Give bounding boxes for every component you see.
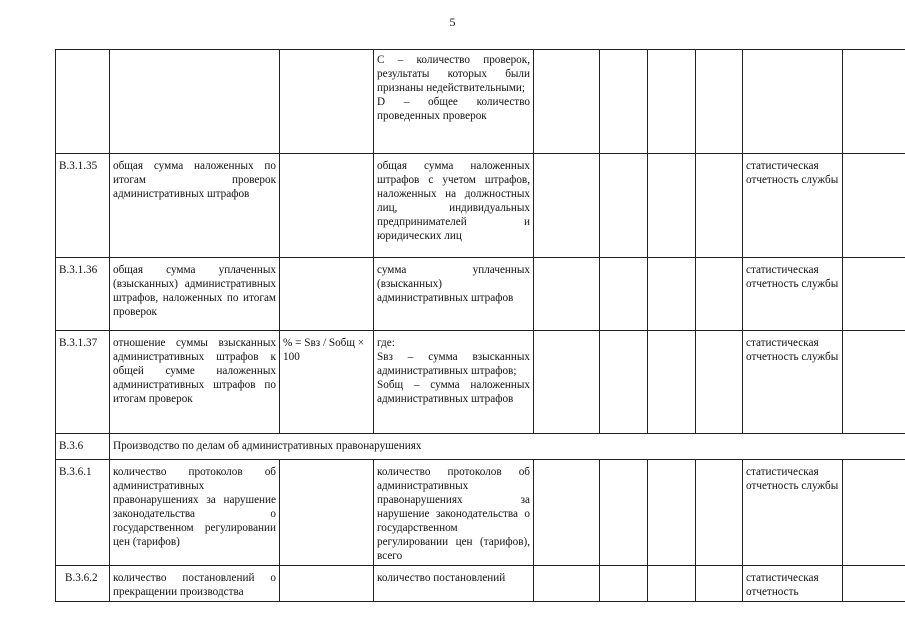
table-row <box>56 258 905 331</box>
table-row <box>56 566 905 602</box>
description-cell: сумма уплаченных (взысканных) административных штрафов <box>374 258 534 331</box>
description-cell: C – количество проверок, результаты которых были признаны недействительными; D – общее количество проведенных проверок <box>374 50 534 154</box>
empty-cell <box>534 460 600 566</box>
name-cell: отношение суммы взысканных административных штрафов к общей сумме наложенных административных штрафов по итогам проверок <box>110 331 280 434</box>
empty-cell <box>696 460 743 566</box>
name-cell: количество протоколов об административных правонарушениях за нарушение законодательства о государственном регулировании цен (тарифов) <box>110 460 280 566</box>
description-cell: количество протоколов об административных правонарушениях за нарушение законодательства о государственном регулировании цен (тарифов), всего <box>374 460 534 566</box>
empty-cell <box>843 460 905 566</box>
formula-cell <box>280 258 374 331</box>
formula-cell <box>280 460 374 566</box>
source-cell: статистическая отчетность службы <box>743 258 843 331</box>
section-row <box>56 434 905 460</box>
source-cell: статистическая отчетность службы <box>743 331 843 434</box>
empty-cell <box>534 566 600 602</box>
formula-cell: % = Sвз / Sобщ × 100 <box>280 331 374 434</box>
empty-cell <box>696 154 743 258</box>
source-cell: статистическая отчетность <box>743 566 843 602</box>
empty-cell <box>843 50 905 154</box>
empty-cell <box>843 331 905 434</box>
name-cell <box>110 50 280 154</box>
description-cell: количество постановлений <box>374 566 534 602</box>
empty-cell <box>648 331 696 434</box>
empty-cell <box>648 154 696 258</box>
empty-cell <box>648 460 696 566</box>
source-cell <box>743 50 843 154</box>
table-row <box>56 331 905 434</box>
empty-cell <box>843 566 905 602</box>
table-row <box>56 50 905 154</box>
empty-cell <box>600 50 648 154</box>
code-cell: В.3.1.36 <box>56 258 110 331</box>
section-title: Производство по делам об административных правонарушениях <box>110 434 905 460</box>
page-number: 5 <box>449 15 456 29</box>
empty-cell <box>696 258 743 331</box>
empty-cell <box>843 154 905 258</box>
description-cell: общая сумма наложенных штрафов с учетом штрафов, наложенных на должностных лиц, индивидуальных предпринимателей и юридических лиц <box>374 154 534 258</box>
description-cell: где: Sвз – сумма взысканных административных штрафов; Sобщ – сумма наложенных административных штрафов <box>374 331 534 434</box>
name-cell: общая сумма уплаченных (взысканных) административных штрафов, наложенных по итогам проверок <box>110 258 280 331</box>
formula-cell <box>280 566 374 602</box>
code-cell: В.3.1.37 <box>56 331 110 434</box>
empty-cell <box>534 258 600 331</box>
formula-cell <box>280 50 374 154</box>
table-row <box>56 460 905 566</box>
indicators-table <box>55 49 905 602</box>
empty-cell <box>600 331 648 434</box>
empty-cell <box>600 258 648 331</box>
code-cell: В.3.1.35 <box>56 154 110 258</box>
empty-cell <box>648 258 696 331</box>
empty-cell <box>696 331 743 434</box>
name-cell: общая сумма наложенных по итогам проверок административных штрафов <box>110 154 280 258</box>
section-code-cell: В.3.6 <box>56 434 110 460</box>
table-row <box>56 154 905 258</box>
empty-cell <box>534 50 600 154</box>
empty-cell <box>600 566 648 602</box>
empty-cell <box>534 154 600 258</box>
empty-cell <box>600 460 648 566</box>
empty-cell <box>648 50 696 154</box>
empty-cell <box>534 331 600 434</box>
empty-cell <box>843 258 905 331</box>
name-cell: количество постановлений о прекращении производства <box>110 566 280 602</box>
code-cell <box>56 50 110 154</box>
formula-cell <box>280 154 374 258</box>
empty-cell <box>648 566 696 602</box>
source-cell: статистическая отчетность службы <box>743 460 843 566</box>
code-cell: В.3.6.2 <box>56 566 110 602</box>
empty-cell <box>696 566 743 602</box>
empty-cell <box>600 154 648 258</box>
code-cell: В.3.6.1 <box>56 460 110 566</box>
source-cell: статистическая отчетность службы <box>743 154 843 258</box>
empty-cell <box>696 50 743 154</box>
